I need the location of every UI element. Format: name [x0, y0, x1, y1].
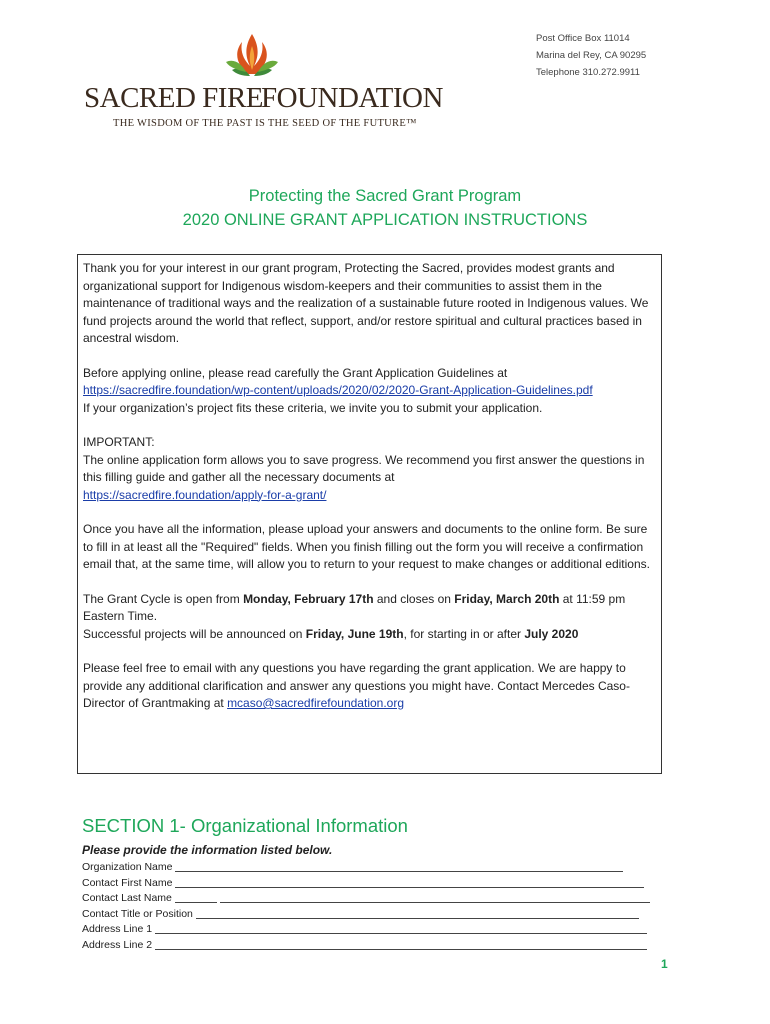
section-title: SECTION 1- Organizational Information: [82, 815, 408, 836]
logo-text-left: SACRED FIRE: [84, 82, 264, 114]
cycle-text: and closes on: [373, 591, 455, 606]
field-label: Address Line 2: [82, 938, 153, 951]
announce-text: Successful projects will be announced on: [83, 626, 306, 641]
guidelines-intro: Before applying online, please read carefully the Grant Application Guidelines at: [83, 365, 508, 380]
guidelines-end: If your organization’s project fits these criteria, we invite you to submit your application.: [83, 400, 543, 415]
intro-paragraph: Thank you for your interest in our grant program, Protecting the Sacred, provides modest grants and organizational support for Indigenous wisdom-keepers and their communities to assist them in the maintenance of traditional ways and the realization of a sustainable future rooted in Indigenous values. We fund projects around the world that reflect, support, and/or restore spiritual and cultural practices based in ancestral wisdom.: [83, 261, 649, 345]
section-organizational-info: [82, 813, 662, 953]
field-label: Address Line 1: [82, 923, 153, 935]
important-paragraph: [83, 434, 655, 504]
fill-line[interactable]: [155, 922, 647, 934]
cycle-close-date: Friday, March 20th: [454, 591, 560, 606]
fill-line[interactable]: [196, 907, 639, 919]
field-label: Contact First Name: [82, 876, 173, 889]
title-line-2: 2020 ONLINE GRANT APPLICATION INSTRUCTIONS: [182, 211, 588, 229]
section-instructions: Please provide the information listed below.: [82, 843, 333, 857]
contact-paragraph: [83, 660, 655, 713]
tagline: THE WISDOM OF THE PAST IS THE SEED OF THE FUTURE™: [113, 118, 417, 129]
fill-line[interactable]: [175, 876, 644, 888]
address-line: Post Office Box 11014: [536, 33, 630, 44]
flame-icon: [222, 30, 282, 90]
document-title: [0, 184, 770, 232]
email-link[interactable]: mcaso@sacredfirefoundation.org: [227, 696, 405, 710]
guidelines-link[interactable]: https://sacredfire.foundation/wp-content/uploads/2020/02/2020-Grant-Application-Guidelines.pdf: [83, 383, 593, 397]
apply-link[interactable]: https://sacredfire.foundation/apply-for-a-grant/: [83, 487, 327, 502]
logo-text-right: FOUNDATION: [261, 82, 443, 114]
announce-text: , for starting in or after: [403, 626, 525, 641]
guidelines-paragraph: [83, 365, 655, 418]
address-block: [536, 30, 646, 81]
announce-start: July 2020: [524, 626, 579, 641]
field-list: [82, 860, 662, 953]
field-label: Contact Last Name: [82, 892, 172, 904]
fill-line[interactable]: [155, 938, 647, 950]
cycle-text: at 11:59 pm Eastern Time.: [83, 591, 626, 623]
important-text: The online application form allows you to save progress. We recommend you first answer the questions in this filling guide and gather all the necessary documents at: [83, 452, 645, 484]
address-line: Marina del Rey, CA 90295: [536, 50, 647, 61]
contact-text: Please feel free to email with any questions you have regarding the grant application. We are happy to provide any additional clarification and answer any questions you might have. Contact Mercedes Caso-Director of Grantmaking at: [83, 661, 630, 710]
cycle-paragraph: [83, 591, 655, 644]
title-line-1: Protecting the Sacred Grant Program: [248, 187, 522, 205]
field-label: Contact Title or Position: [82, 907, 193, 920]
field-address-line-2: [82, 938, 662, 954]
address-line: Telephone 310.272.9911: [536, 67, 640, 78]
upload-paragraph: Once you have all the information, please upload your answers and documents to the online form. Be sure to fill in at least all the "Required" fields. When you finish filling out the form you will receive a confirmation email that, at the same time, will allow you to return to your request to make changes or additional editions.: [83, 522, 650, 571]
announce-date: Friday, June 19th: [305, 626, 404, 641]
field-contact-first-name: [82, 876, 662, 892]
cycle-open-date: Monday, February 17th: [243, 591, 374, 606]
field-organization-name: [82, 860, 662, 876]
cycle-text: The Grant Cycle is open from: [83, 591, 244, 606]
fill-line[interactable]: [175, 860, 623, 872]
instructions-box: [77, 254, 662, 774]
fill-line-short[interactable]: [175, 891, 217, 903]
field-contact-title: [82, 907, 662, 923]
fill-line[interactable]: [220, 891, 650, 903]
field-address-line-1: [82, 922, 662, 938]
field-contact-last-name: [82, 891, 662, 907]
page-number: 1: [661, 957, 668, 971]
important-label: IMPORTANT:: [83, 435, 155, 449]
field-label: Organization Name: [82, 861, 173, 873]
